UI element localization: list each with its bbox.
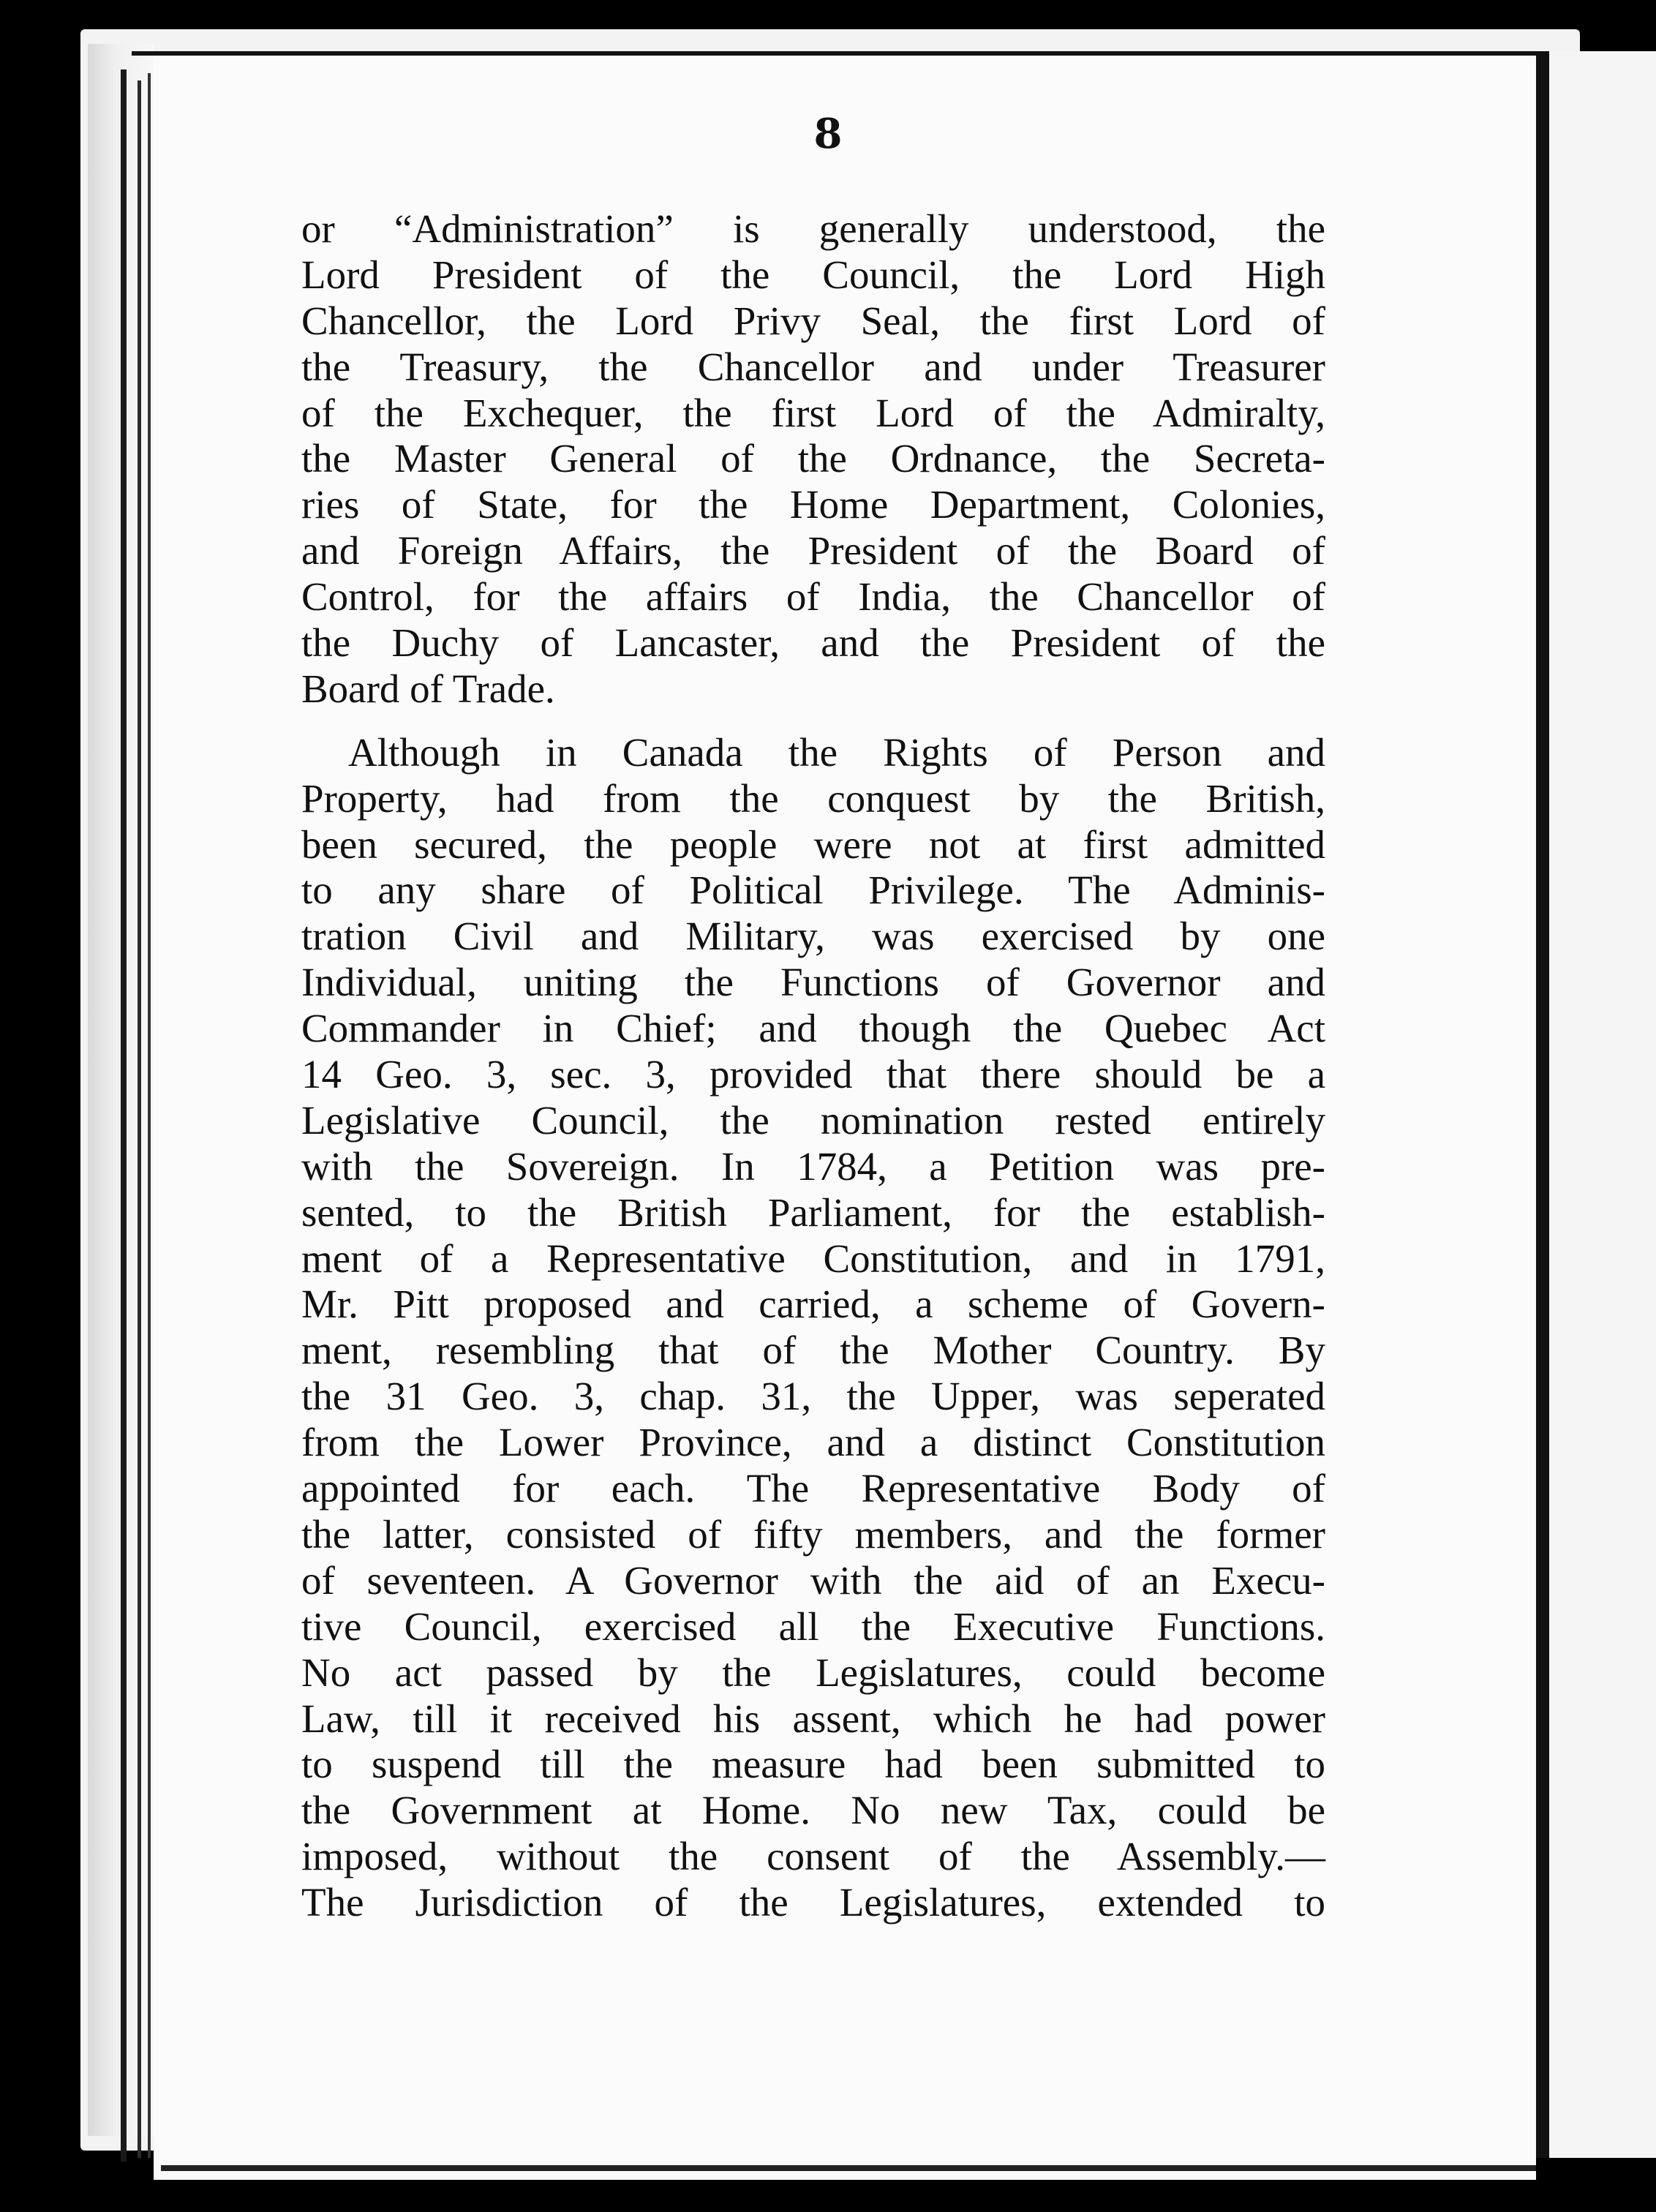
text-line: of the Exchequer, the first Lord of the Admiralty, [301,390,1325,435]
text-line: Mr. Pitt proposed and carried, a scheme of Govern- [301,1282,1325,1327]
text-line: and Foreign Affairs, the President of the Board of [301,528,1325,573]
text-line: Control, for the affairs of India, the Chancellor of [301,574,1325,620]
binding-line [148,73,151,2158]
text-line: from the Lower Province, and a distinct Constitution [301,1420,1325,1465]
text-line: been secured, the people were not at first admitted [301,821,1325,867]
text-line: Although in Canada the Rights of Person and [348,729,1325,775]
text-line: the Master General of the Ordnance, the Secreta- [301,436,1325,481]
page-fold-edge [1536,51,1549,2158]
paragraph-gap [301,712,1325,730]
text-line: the Duchy of Lancaster, and the President of the [301,620,1325,666]
text-line: Property, had from the conquest by the British, [301,775,1325,821]
text-line: appointed for each. The Representative Body of [301,1466,1325,1511]
text-line: Lord President of the Council, the Lord High [301,252,1325,297]
text-line: of seventeen. A Governor with the aid of an Execu- [301,1557,1325,1603]
text-line: Board of Trade. [301,666,555,711]
text-line: tive Council, exercised all the Executive Functions. [301,1603,1325,1649]
text-line: Law, till it received his assent, which he had power [301,1696,1325,1741]
text-line: Chancellor, the Lord Privy Seal, the first Lord of [301,298,1325,343]
text-line: to suspend till the measure had been submitted to [301,1742,1325,1787]
binding-line [138,80,141,2158]
text-line: ries of State, for the Home Department, Colonies, [301,482,1325,527]
text-line: or “Administration” is generally understood, the [301,206,1325,251]
text-line: the Government at Home. No new Tax, could be [301,1788,1325,1833]
text-line: Legislative Council, the nomination rested entirely [301,1097,1325,1143]
bottom-edge [161,2165,1536,2171]
text-line: 14 Geo. 3, sec. 3, provided that there should be a [301,1052,1325,1097]
text-line: sented, to the British Parliament, for the establish- [301,1189,1325,1235]
paragraph [301,206,1325,712]
text-line: to any share of Political Privilege. The Adminis- [301,868,1325,913]
text-line: ment of a Representative Constitution, and in 1791, [301,1235,1325,1281]
binding-line [121,69,127,2162]
text-line: Individual, uniting the Functions of Governor and [301,960,1325,1005]
text-line: the latter, consisted of fifty members, and the former [301,1511,1325,1557]
body-text [301,206,1325,1926]
text-line: the Treasury, the Chancellor and under Treasurer [301,344,1325,389]
text-line: tration Civil and Military, was exercised by one [301,914,1325,959]
page-number: 8 [813,110,843,158]
text-line: imposed, without the consent of the Assembly.— [301,1834,1325,1879]
text-line: ment, resembling that of the Mother Country. By [301,1328,1325,1373]
next-page-edge [1549,51,1656,2158]
text-line: The Jurisdiction of the Legislatures, extended to [301,1880,1325,1925]
paragraph [301,730,1325,1926]
text-line: No act passed by the Legislatures, could become [301,1649,1325,1695]
text-line: Commander in Chief; and though the Quebec Act [301,1006,1325,1051]
text-line: with the Sovereign. In 1784, a Petition was pre- [301,1143,1325,1189]
top-edge [132,51,1543,56]
text-line: the 31 Geo. 3, chap. 31, the Upper, was seperated [301,1374,1325,1419]
